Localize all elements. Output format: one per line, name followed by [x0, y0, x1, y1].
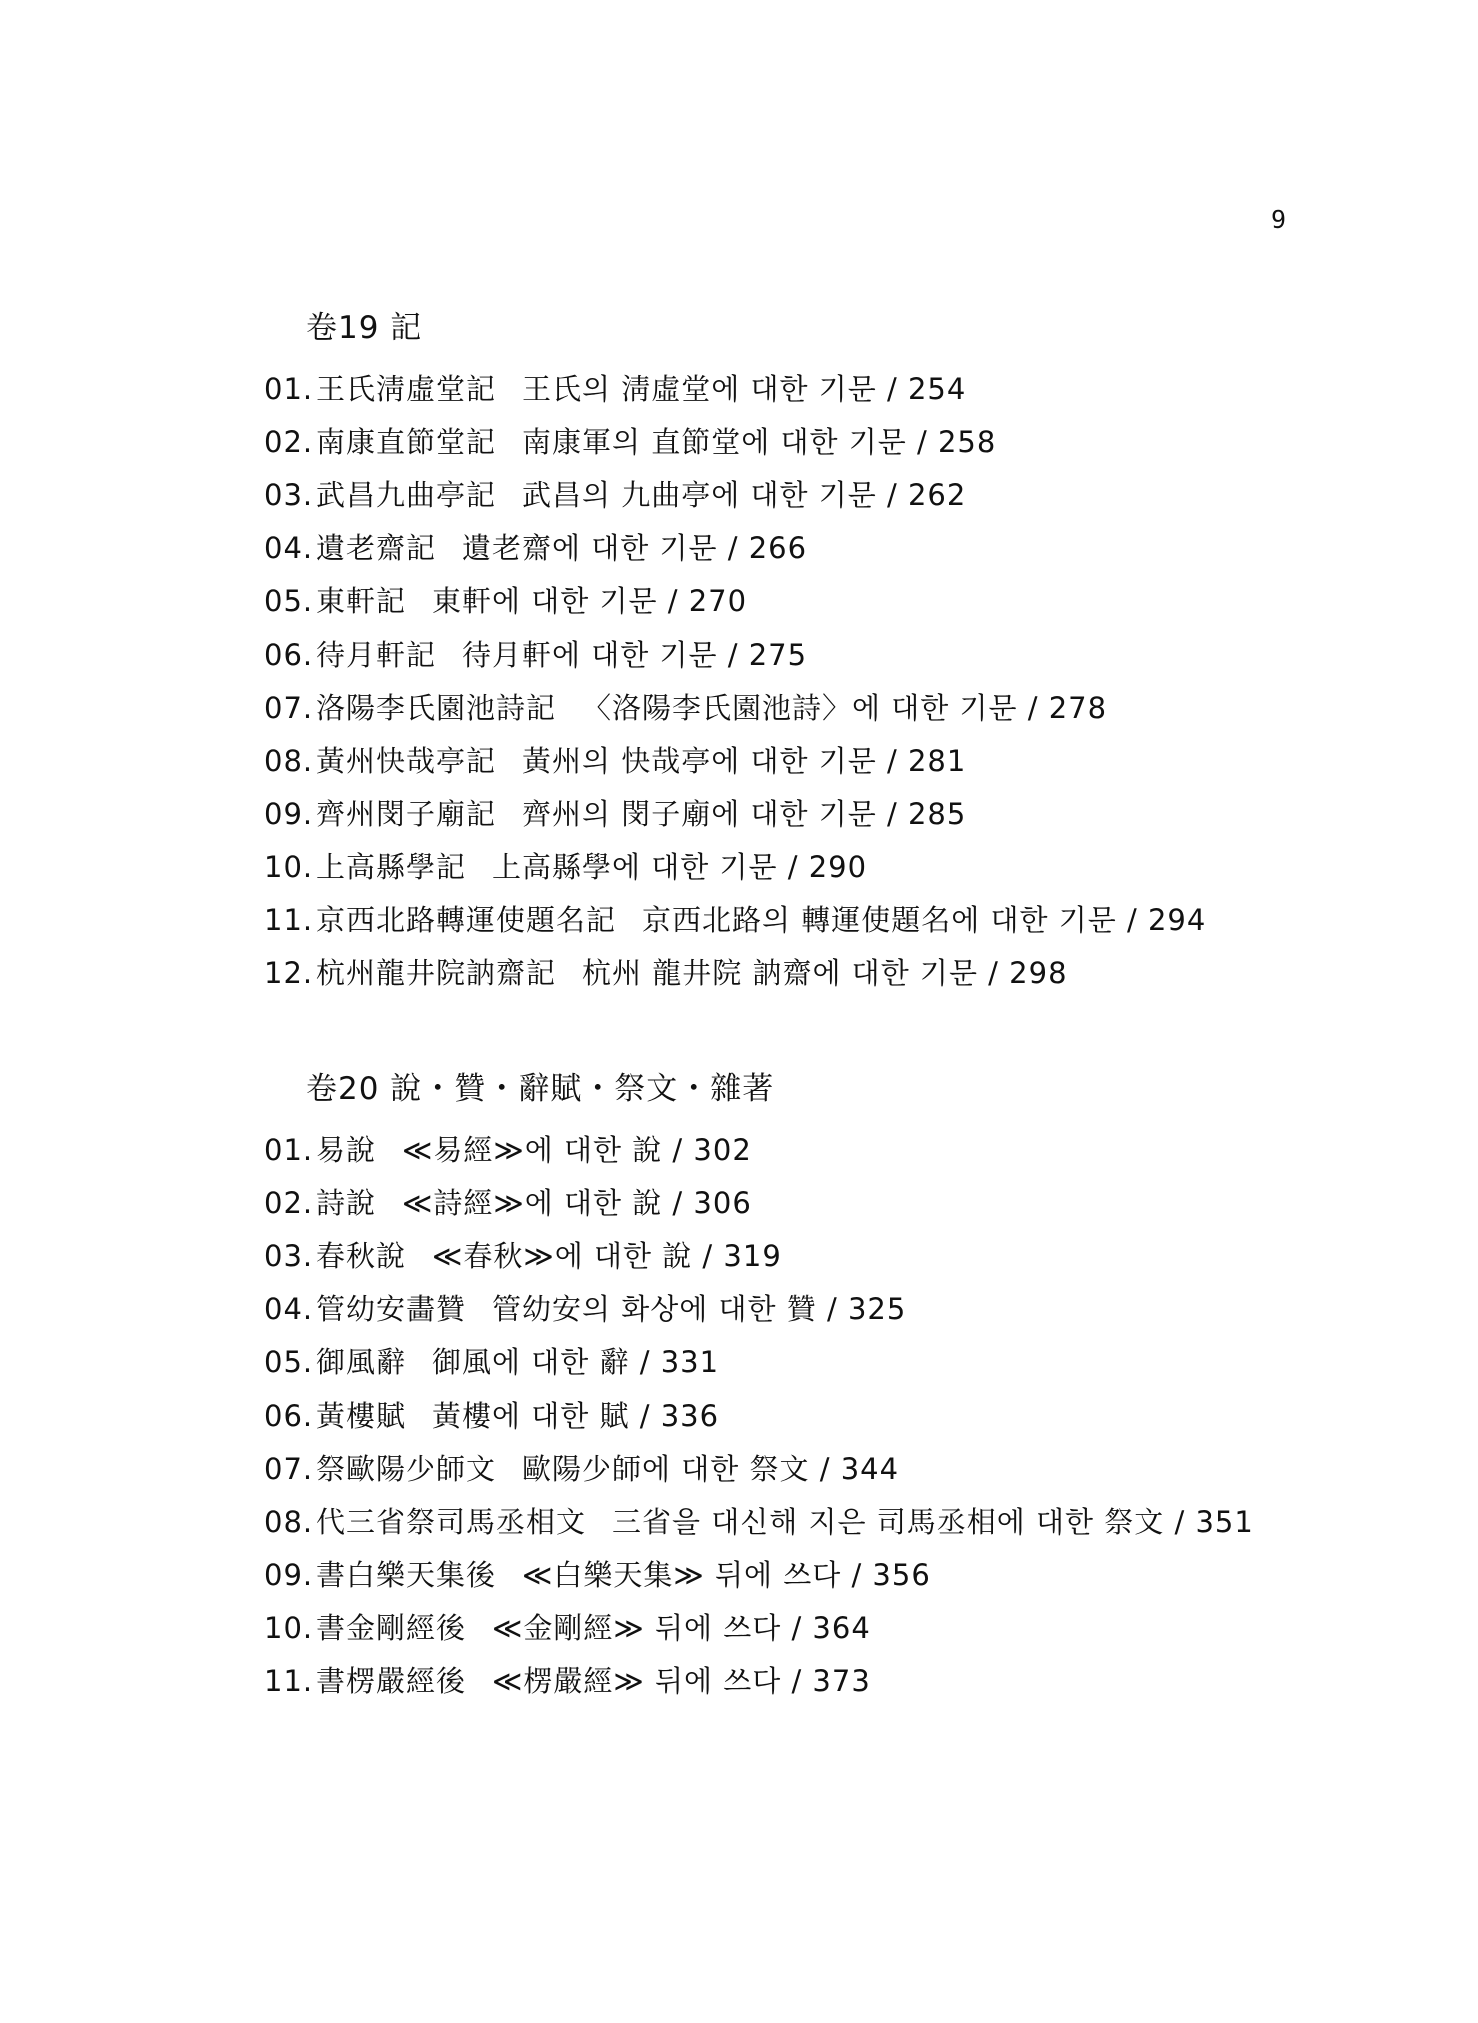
- toc-entry: [264, 900, 1206, 940]
- section-title: 卷19 記: [306, 310, 423, 346]
- entry-translated-title: 東軒에 대한 기문 / 270: [432, 584, 748, 619]
- entry-translated-title: 管幼安의 화상에 대한 贊 / 325: [492, 1292, 907, 1327]
- toc-entry: [264, 1183, 752, 1223]
- entry-number: 06.: [264, 1398, 314, 1433]
- entry-translated-title: 京西北路의 轉運使題名에 대한 기문 / 294: [642, 903, 1207, 937]
- toc-entry: [264, 1555, 931, 1595]
- entry-translated-title: 黃州의 快哉亭에 대한 기문 / 281: [522, 743, 967, 778]
- entry-original-title: 上高縣學記: [316, 849, 467, 884]
- entry-number: 09.: [264, 796, 314, 831]
- entry-translated-title: 黃樓에 대한 賦 / 336: [432, 1398, 720, 1433]
- entry-translated-title: ≪春秋≫에 대한 說 / 319: [432, 1239, 782, 1274]
- entry-number: 07.: [264, 690, 314, 725]
- entry-original-title: 京西北路轉運使題名記: [316, 903, 617, 937]
- entry-number: 01.: [264, 372, 314, 406]
- toc-entry: [264, 847, 867, 887]
- entry-translated-title: 三省을 대신해 지은 司馬丞相에 대한 祭文 / 351: [612, 1504, 1254, 1539]
- entry-number: 10.: [264, 849, 314, 884]
- entry-number: 09.: [264, 1557, 314, 1592]
- entry-original-title: 待月軒記: [316, 637, 437, 672]
- entry-translated-title: ≪金剛經≫ 뒤에 쓰다 / 364: [492, 1610, 871, 1645]
- entry-original-title: 易說: [316, 1133, 377, 1167]
- entry-original-title: 御風辭: [316, 1345, 407, 1380]
- entry-original-title: 詩說: [316, 1186, 377, 1221]
- entry-number: 02.: [264, 425, 314, 460]
- entry-translated-title: 南康軍의 直節堂에 대한 기문 / 258: [522, 425, 997, 460]
- entry-number: 07.: [264, 1451, 314, 1486]
- entry-translated-title: 歐陽少師에 대한 祭文 / 344: [522, 1451, 900, 1486]
- entry-original-title: 黃樓賦: [316, 1398, 407, 1433]
- entry-original-title: 南康直節堂記: [316, 425, 497, 460]
- entry-original-title: 杭州龍井院訥齋記: [316, 956, 557, 991]
- toc-entry: [264, 1289, 906, 1329]
- toc-entry: [264, 422, 996, 462]
- page-number: 9: [1270, 205, 1286, 234]
- toc-entry: [264, 581, 747, 621]
- toc-entry: [264, 688, 1107, 728]
- entry-number: 11.: [264, 1664, 314, 1698]
- entry-translated-title: 上高縣學에 대한 기문 / 290: [492, 849, 868, 884]
- entry-original-title: 洛陽李氏園池詩記: [316, 690, 557, 725]
- entry-number: 05.: [264, 1345, 314, 1380]
- entry-original-title: 書楞嚴經後: [316, 1664, 467, 1698]
- toc-entry: [264, 369, 966, 409]
- entry-original-title: 遺老齋記: [316, 531, 437, 566]
- entry-translated-title: 〈洛陽李氏園池詩〉에 대한 기문 / 278: [582, 690, 1108, 725]
- entry-number: 08.: [264, 1504, 314, 1539]
- toc-entry: [264, 475, 966, 515]
- entry-number: 08.: [264, 743, 314, 778]
- entry-translated-title: ≪詩經≫에 대한 說 / 306: [402, 1186, 752, 1221]
- entry-translated-title: 武昌의 九曲亭에 대한 기문 / 262: [522, 478, 967, 513]
- toc-entry: [264, 1661, 871, 1701]
- toc-entry: [264, 1608, 871, 1648]
- entry-translated-title: 杭州 龍井院 訥齋에 대한 기문 / 298: [582, 956, 1068, 991]
- toc-entry: [264, 1236, 782, 1276]
- toc-entry: [264, 635, 807, 675]
- section-title: 卷20 說・贊・辭賦・祭文・雜著: [306, 1071, 775, 1107]
- entry-number: 04.: [264, 1292, 314, 1327]
- entry-translated-title: 御風에 대한 辭 / 331: [432, 1345, 720, 1380]
- entry-original-title: 祭歐陽少師文: [316, 1451, 497, 1486]
- entry-original-title: 黃州快哉亭記: [316, 743, 497, 778]
- toc-entry: [264, 741, 966, 781]
- entry-number: 05.: [264, 584, 314, 619]
- toc-entry: [264, 1396, 719, 1436]
- entry-number: 04.: [264, 531, 314, 566]
- toc-entry: [264, 1342, 719, 1382]
- entry-translated-title: ≪易經≫에 대한 說 / 302: [402, 1133, 752, 1167]
- entry-number: 03.: [264, 478, 314, 513]
- entry-translated-title: 遺老齋에 대한 기문 / 266: [462, 531, 808, 566]
- toc-entry: [264, 528, 807, 568]
- toc-entry: [264, 1502, 1254, 1542]
- entry-number: 01.: [264, 1133, 314, 1167]
- entry-number: 12.: [264, 956, 314, 991]
- toc-entry: [264, 794, 966, 834]
- toc-entry: [264, 1449, 899, 1489]
- entry-original-title: 東軒記: [316, 584, 407, 619]
- entry-translated-title: ≪楞嚴經≫ 뒤에 쓰다 / 373: [492, 1664, 871, 1698]
- entry-original-title: 書金剛經後: [316, 1610, 467, 1645]
- entry-translated-title: 待月軒에 대한 기문 / 275: [462, 637, 808, 672]
- entry-original-title: 武昌九曲亭記: [316, 478, 497, 513]
- entry-number: 03.: [264, 1239, 314, 1274]
- entry-original-title: 春秋說: [316, 1239, 407, 1274]
- entry-original-title: 王氏淸虛堂記: [316, 372, 497, 406]
- entry-number: 10.: [264, 1610, 314, 1645]
- entry-translated-title: 王氏의 淸虛堂에 대한 기문 / 254: [522, 372, 967, 406]
- entry-original-title: 代三省祭司馬丞相文: [316, 1504, 587, 1539]
- entry-original-title: 齊州閔子廟記: [316, 796, 497, 831]
- entry-number: 06.: [264, 637, 314, 672]
- toc-entry: [264, 1130, 752, 1170]
- entry-translated-title: ≪白樂天集≫ 뒤에 쓰다 / 356: [522, 1557, 931, 1592]
- toc-entry: [264, 953, 1068, 993]
- entry-translated-title: 齊州의 閔子廟에 대한 기문 / 285: [522, 796, 967, 831]
- entry-number: 02.: [264, 1186, 314, 1221]
- entry-original-title: 管幼安畵贊: [316, 1292, 467, 1327]
- entry-original-title: 書白樂天集後: [316, 1557, 497, 1592]
- entry-number: 11.: [264, 903, 314, 937]
